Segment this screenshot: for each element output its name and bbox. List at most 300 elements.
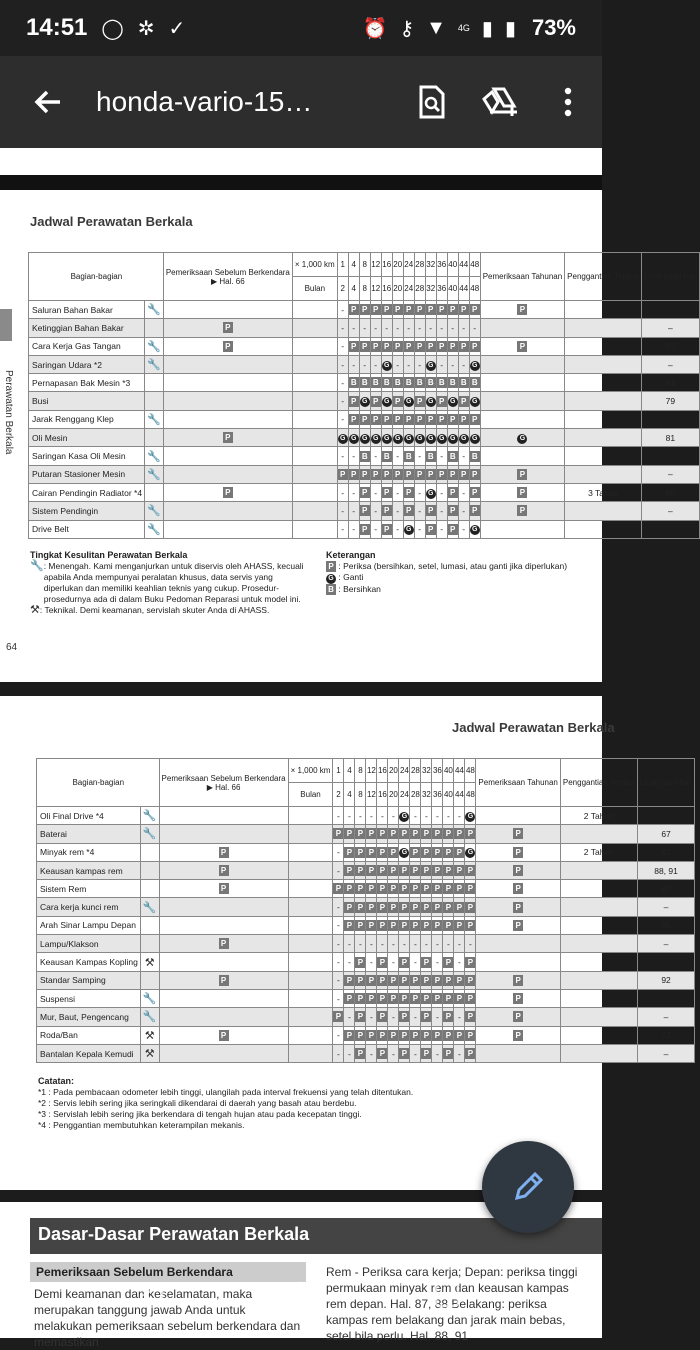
row-replace xyxy=(560,989,637,1007)
row-freq xyxy=(458,410,469,428)
row-freq: - xyxy=(421,807,432,825)
mark-p: P xyxy=(432,975,442,986)
row-replace xyxy=(560,898,637,916)
mark-b: B xyxy=(415,377,425,388)
mark-p: P xyxy=(399,1048,409,1059)
row-freq: - xyxy=(370,319,381,337)
mark-p: P xyxy=(437,341,447,352)
row-freq xyxy=(410,861,421,879)
row-freq: - xyxy=(377,807,388,825)
row-freq: - xyxy=(388,1008,399,1026)
mark-p: P xyxy=(421,883,431,894)
row-freq xyxy=(366,1026,377,1044)
row-freq: - xyxy=(359,319,370,337)
row-tool xyxy=(140,1026,159,1044)
row-freq xyxy=(399,971,410,989)
row-freq: - xyxy=(333,843,344,861)
header-parts: Bagian-bagian xyxy=(37,759,160,807)
page-heading-2: Jadwal Perawatan Berkala xyxy=(452,720,615,735)
mark-p: P xyxy=(366,920,376,931)
status-time: 14:51 xyxy=(26,14,88,41)
row-tool xyxy=(145,410,164,428)
row-replace xyxy=(565,392,642,410)
row-freq: - xyxy=(370,447,381,465)
row-freq xyxy=(355,971,366,989)
row-replace xyxy=(560,1026,637,1044)
row-freq: - xyxy=(458,355,469,373)
row-freq: - xyxy=(392,319,403,337)
row-freq xyxy=(388,843,399,861)
row-pre xyxy=(159,1026,288,1044)
header-km-9: 36 xyxy=(432,759,443,783)
add-to-drive-button[interactable] xyxy=(466,56,534,148)
row-freq: - xyxy=(454,1008,465,1026)
row-freq xyxy=(436,429,447,447)
row-freq: - xyxy=(414,502,425,520)
mark-p: P xyxy=(465,828,475,839)
row-blank xyxy=(288,935,333,953)
row-freq xyxy=(410,880,421,898)
row-freq xyxy=(392,374,403,392)
row-freq xyxy=(366,916,377,934)
row-freq: - xyxy=(366,953,377,971)
row-name: Mur, Baut, Pengencang xyxy=(37,1008,141,1026)
row-freq xyxy=(432,1026,443,1044)
row-freq xyxy=(469,301,480,319)
row-name: Sistem Rem xyxy=(37,880,141,898)
left-paragraph: Demi keamanan dan keselamatan, maka merupakan tanggung jawab Anda untuk melakukan pemeriksaan sebelum berkendara dan memastikan xyxy=(34,1287,301,1349)
mark-p: P xyxy=(344,828,354,839)
row-freq xyxy=(381,392,392,410)
header-month-5: 20 xyxy=(392,277,403,301)
row-freq xyxy=(366,880,377,898)
row-freq xyxy=(414,337,425,355)
row-freq xyxy=(469,337,480,355)
row-freq: - xyxy=(388,953,399,971)
row-freq xyxy=(377,953,388,971)
row-freq xyxy=(388,898,399,916)
mark-p: P xyxy=(349,304,359,315)
row-freq xyxy=(421,916,432,934)
row-blank xyxy=(292,374,337,392)
mark-p: P xyxy=(454,902,464,913)
row-freq: - xyxy=(432,935,443,953)
mark-p: P xyxy=(344,1030,354,1041)
row-freq: - xyxy=(337,374,348,392)
header-km-10: 40 xyxy=(447,253,458,277)
row-freq xyxy=(381,410,392,428)
row-freq xyxy=(399,898,410,916)
mark-p: P xyxy=(377,1048,387,1059)
row-freq: - xyxy=(399,935,410,953)
mark-g: G xyxy=(382,397,392,407)
row-freq xyxy=(465,953,476,971)
mark-p: P xyxy=(355,1048,365,1059)
row-freq: - xyxy=(366,1008,377,1026)
row-replace xyxy=(565,502,642,520)
row-freq xyxy=(392,337,403,355)
row-ref: – xyxy=(642,319,700,337)
mark-p: P xyxy=(421,1048,431,1059)
mark-p: P xyxy=(410,920,420,931)
row-freq xyxy=(469,374,480,392)
mark-p: P xyxy=(437,414,447,425)
row-blank xyxy=(288,807,333,825)
row-ref: – xyxy=(642,355,700,373)
row-freq: - xyxy=(333,935,344,953)
row-freq: - xyxy=(403,319,414,337)
mark-p: P xyxy=(355,883,365,894)
search-document-button[interactable] xyxy=(398,56,466,148)
row-freq: - xyxy=(366,807,377,825)
mark-b: B xyxy=(437,377,447,388)
mark-b: B xyxy=(393,377,403,388)
mark-p: P xyxy=(517,505,527,516)
note-4: *4 : Penggantian membutuhkan keterampilan mekanis. xyxy=(38,1120,245,1130)
row-replace xyxy=(560,1008,637,1026)
mark-p: P xyxy=(366,865,376,876)
row-freq xyxy=(355,898,366,916)
mark-p: P xyxy=(517,304,527,315)
mark-p: P xyxy=(432,902,442,913)
header-km-8: 32 xyxy=(425,253,436,277)
row-pre xyxy=(159,861,288,879)
row-freq xyxy=(410,971,421,989)
row-tool xyxy=(145,337,164,355)
mark-g: G xyxy=(459,434,469,444)
mark-p: P xyxy=(349,414,359,425)
row-freq: - xyxy=(333,1026,344,1044)
mark-p: P xyxy=(410,1030,420,1041)
row-blank xyxy=(288,843,333,861)
header-pre-ref: ▶ Hal. 66 xyxy=(210,276,245,286)
mark-p: P xyxy=(517,487,527,498)
row-ref: 95 xyxy=(637,916,695,934)
table-row xyxy=(29,465,700,483)
mark-p: P xyxy=(366,1030,376,1041)
mark-b: B xyxy=(349,377,359,388)
nav-home-icon[interactable] xyxy=(284,1280,318,1314)
nav-recents-icon[interactable] xyxy=(432,1280,462,1310)
mark-p: P xyxy=(513,828,523,839)
row-freq xyxy=(410,989,421,1007)
header-month-4: 16 xyxy=(381,277,392,301)
row-name: Minyak rem *4 xyxy=(37,843,141,861)
page-top-strip xyxy=(0,148,602,190)
battery-icon: ▮ xyxy=(504,17,516,40)
row-name: Putaran Stasioner Mesin xyxy=(29,465,145,483)
row-freq xyxy=(443,825,454,843)
back-button[interactable] xyxy=(0,56,96,148)
mark-p: P xyxy=(513,1030,523,1041)
table-row xyxy=(37,971,695,989)
mark-p: P xyxy=(470,469,480,480)
row-replace: 2 Tahun xyxy=(560,807,637,825)
network-type: 4G xyxy=(457,23,470,33)
row-freq xyxy=(469,410,480,428)
row-ref: – xyxy=(637,898,695,916)
mark-p: P xyxy=(399,1030,409,1041)
row-annual xyxy=(476,989,560,1007)
header-month-2: 8 xyxy=(355,783,366,807)
mark-g: G xyxy=(517,434,527,444)
row-tool xyxy=(140,898,159,916)
header-parts: Bagian-bagian xyxy=(29,253,164,301)
row-freq xyxy=(403,337,414,355)
mark-p: P xyxy=(355,957,365,968)
row-freq xyxy=(421,1026,432,1044)
mark-p: P xyxy=(415,304,425,315)
row-freq xyxy=(447,337,458,355)
row-blank xyxy=(288,971,333,989)
header-bulan: Bulan xyxy=(292,277,337,301)
row-freq: - xyxy=(469,319,480,337)
row-annual xyxy=(476,880,560,898)
row-blank xyxy=(292,337,337,355)
row-pre xyxy=(159,935,288,953)
signal-icon: ▮ xyxy=(481,17,493,40)
row-freq xyxy=(348,301,359,319)
mark-p: P xyxy=(399,993,409,1004)
mark-g: G xyxy=(404,434,414,444)
mark-p: P xyxy=(454,865,464,876)
mark-p: P xyxy=(410,847,420,858)
row-blank xyxy=(292,465,337,483)
header-pre-text: Pemeriksaan Sebelum Berkendara xyxy=(161,773,286,783)
row-freq xyxy=(370,392,381,410)
mark-p: P xyxy=(421,828,431,839)
mark-b: B xyxy=(470,377,480,388)
row-freq: - xyxy=(392,355,403,373)
row-freq xyxy=(381,301,392,319)
row-freq xyxy=(443,843,454,861)
row-freq: - xyxy=(370,355,381,373)
row-freq xyxy=(432,880,443,898)
row-ref: – xyxy=(637,935,695,953)
mark-p: P xyxy=(421,993,431,1004)
mark-g: G xyxy=(399,848,409,858)
row-freq xyxy=(469,502,480,520)
row-annual xyxy=(476,1008,560,1026)
row-freq xyxy=(414,392,425,410)
mark-p: P xyxy=(513,865,523,876)
row-freq: - xyxy=(436,483,447,501)
row-freq xyxy=(348,392,359,410)
row-freq xyxy=(370,465,381,483)
mark-p: P xyxy=(333,828,343,839)
row-tool xyxy=(140,861,159,879)
row-tool xyxy=(145,319,164,337)
header-km: × 1,000 km xyxy=(288,759,333,783)
row-name: Bantalan Kepala Kemudi xyxy=(37,1044,141,1062)
row-freq xyxy=(359,392,370,410)
notes-title: Catatan: xyxy=(38,1076,75,1086)
row-freq xyxy=(344,971,355,989)
mark-p: P xyxy=(454,1030,464,1041)
mark-p: P xyxy=(459,414,469,425)
row-freq xyxy=(377,1044,388,1062)
row-pre xyxy=(159,825,288,843)
row-annual xyxy=(480,483,564,501)
row-name: Saringan Kasa Oli Mesin xyxy=(29,447,145,465)
header-month-8: 32 xyxy=(425,277,436,301)
row-freq: - xyxy=(421,935,432,953)
mark-p: P xyxy=(388,902,398,913)
pdf-page-65 xyxy=(0,696,693,1190)
row-freq xyxy=(414,429,425,447)
header-pre xyxy=(163,253,292,301)
row-freq xyxy=(425,374,436,392)
row-freq xyxy=(377,916,388,934)
row-freq xyxy=(454,916,465,934)
row-freq xyxy=(443,1026,454,1044)
mark-p: P xyxy=(382,304,392,315)
row-freq xyxy=(443,861,454,879)
header-month-1: 4 xyxy=(344,783,355,807)
row-freq xyxy=(454,825,465,843)
mark-p: P xyxy=(355,828,365,839)
header-km-1: 4 xyxy=(344,759,355,783)
row-freq: - xyxy=(458,483,469,501)
table-row xyxy=(29,301,700,319)
header-km: × 1,000 km xyxy=(292,253,337,277)
row-freq xyxy=(465,1026,476,1044)
header-see: Lihat pada hal. xyxy=(637,759,695,807)
header-km-6: 24 xyxy=(399,759,410,783)
row-freq xyxy=(355,916,366,934)
row-ref: – xyxy=(642,410,700,428)
crossed-tools-icon: ⚒ xyxy=(144,956,155,969)
mark-g: G xyxy=(426,489,436,499)
mark-p: P xyxy=(344,902,354,913)
document-title: honda-vario-15… xyxy=(96,86,313,117)
row-freq: - xyxy=(392,447,403,465)
row-name: Cara Kerja Gas Tangan xyxy=(29,337,145,355)
mark-p: P xyxy=(393,469,403,480)
row-freq: - xyxy=(432,807,443,825)
mark-p: P xyxy=(432,847,442,858)
mark-b: B xyxy=(360,451,370,462)
row-freq xyxy=(366,989,377,1007)
row-freq xyxy=(421,825,432,843)
row-freq xyxy=(469,429,480,447)
mark-p: P xyxy=(355,975,365,986)
row-freq: - xyxy=(337,392,348,410)
mark-p: P xyxy=(371,304,381,315)
mark-p: P xyxy=(443,847,453,858)
mark-p: P xyxy=(443,920,453,931)
header-month-6: 24 xyxy=(403,277,414,301)
row-name: Pernapasan Bak Mesin *3 xyxy=(29,374,145,392)
mark-p: P xyxy=(470,304,480,315)
mark-p: P xyxy=(465,920,475,931)
mark-p: P xyxy=(360,304,370,315)
more-options-button[interactable] xyxy=(534,56,602,148)
mark-p: P xyxy=(421,902,431,913)
row-name: Standar Samping xyxy=(37,971,141,989)
header-bulan: Bulan xyxy=(288,783,333,807)
row-freq xyxy=(381,447,392,465)
row-freq xyxy=(465,898,476,916)
row-freq: - xyxy=(432,1008,443,1026)
row-freq xyxy=(469,355,480,373)
mark-p: P xyxy=(377,865,387,876)
row-blank xyxy=(288,898,333,916)
table-row xyxy=(29,392,700,410)
edit-fab[interactable] xyxy=(482,1141,574,1233)
row-freq xyxy=(447,410,458,428)
mark-g: G xyxy=(470,525,480,535)
mark-p: P xyxy=(410,993,420,1004)
row-freq xyxy=(399,880,410,898)
mark-p: P xyxy=(470,414,480,425)
pencil-icon xyxy=(511,1170,545,1204)
row-freq xyxy=(469,465,480,483)
row-freq xyxy=(344,989,355,1007)
row-freq xyxy=(465,916,476,934)
row-freq xyxy=(337,465,348,483)
row-tool xyxy=(145,374,164,392)
row-freq xyxy=(348,429,359,447)
row-annual xyxy=(480,520,564,538)
row-freq xyxy=(388,989,399,1007)
mark-p: P xyxy=(448,487,458,498)
row-freq xyxy=(333,825,344,843)
mark-p: P xyxy=(426,414,436,425)
mark-p: P xyxy=(360,487,370,498)
mark-p: P xyxy=(454,847,464,858)
row-replace xyxy=(565,337,642,355)
row-ref: 81 xyxy=(642,429,700,447)
nav-back-icon[interactable] xyxy=(138,1280,168,1310)
row-freq: - xyxy=(432,1044,443,1062)
row-freq xyxy=(425,337,436,355)
row-freq xyxy=(355,1008,366,1026)
mark-p: P xyxy=(448,469,458,480)
row-annual xyxy=(476,935,560,953)
mark-p: P xyxy=(465,1048,475,1059)
header-pre-text: Pemeriksaan Sebelum Berkendara xyxy=(165,267,290,277)
mark-p: P xyxy=(415,341,425,352)
table-row xyxy=(37,861,695,879)
row-tool xyxy=(140,1044,159,1062)
search-document-icon xyxy=(417,85,447,119)
mark-b: B xyxy=(382,377,392,388)
row-replace xyxy=(565,410,642,428)
table-row xyxy=(29,355,700,373)
row-freq xyxy=(355,1026,366,1044)
mark-p: P xyxy=(377,1030,387,1041)
mark-p: P xyxy=(459,396,469,407)
mark-p: P xyxy=(344,847,354,858)
wrench-icon: 🔧 xyxy=(142,1011,157,1024)
mark-p: P xyxy=(404,341,414,352)
legend-medium-text: : Menengah. Kami menganjurkan untuk diservis oleh AHASS, kecuali apabila Anda mempunyai peralatan khusus, data servis yang diperlukan dan memiliki keahlian teknis yang cukup. Prosedur-prosedurnya ada di dalam Buku Pedoman Reparasi untuk model ini. xyxy=(43,561,304,604)
row-freq: - xyxy=(454,1044,465,1062)
mark-p: P xyxy=(415,469,425,480)
mark-p: P xyxy=(437,304,447,315)
row-freq xyxy=(344,880,355,898)
wrench-icon: 🔧 xyxy=(142,993,157,1006)
row-freq: - xyxy=(392,520,403,538)
table-row xyxy=(29,319,700,337)
mark-p: P xyxy=(448,505,458,516)
row-freq: - xyxy=(344,807,355,825)
mark-p: P xyxy=(443,975,453,986)
row-ref: – xyxy=(637,989,695,1007)
row-freq xyxy=(388,861,399,879)
table-row xyxy=(37,989,695,1007)
